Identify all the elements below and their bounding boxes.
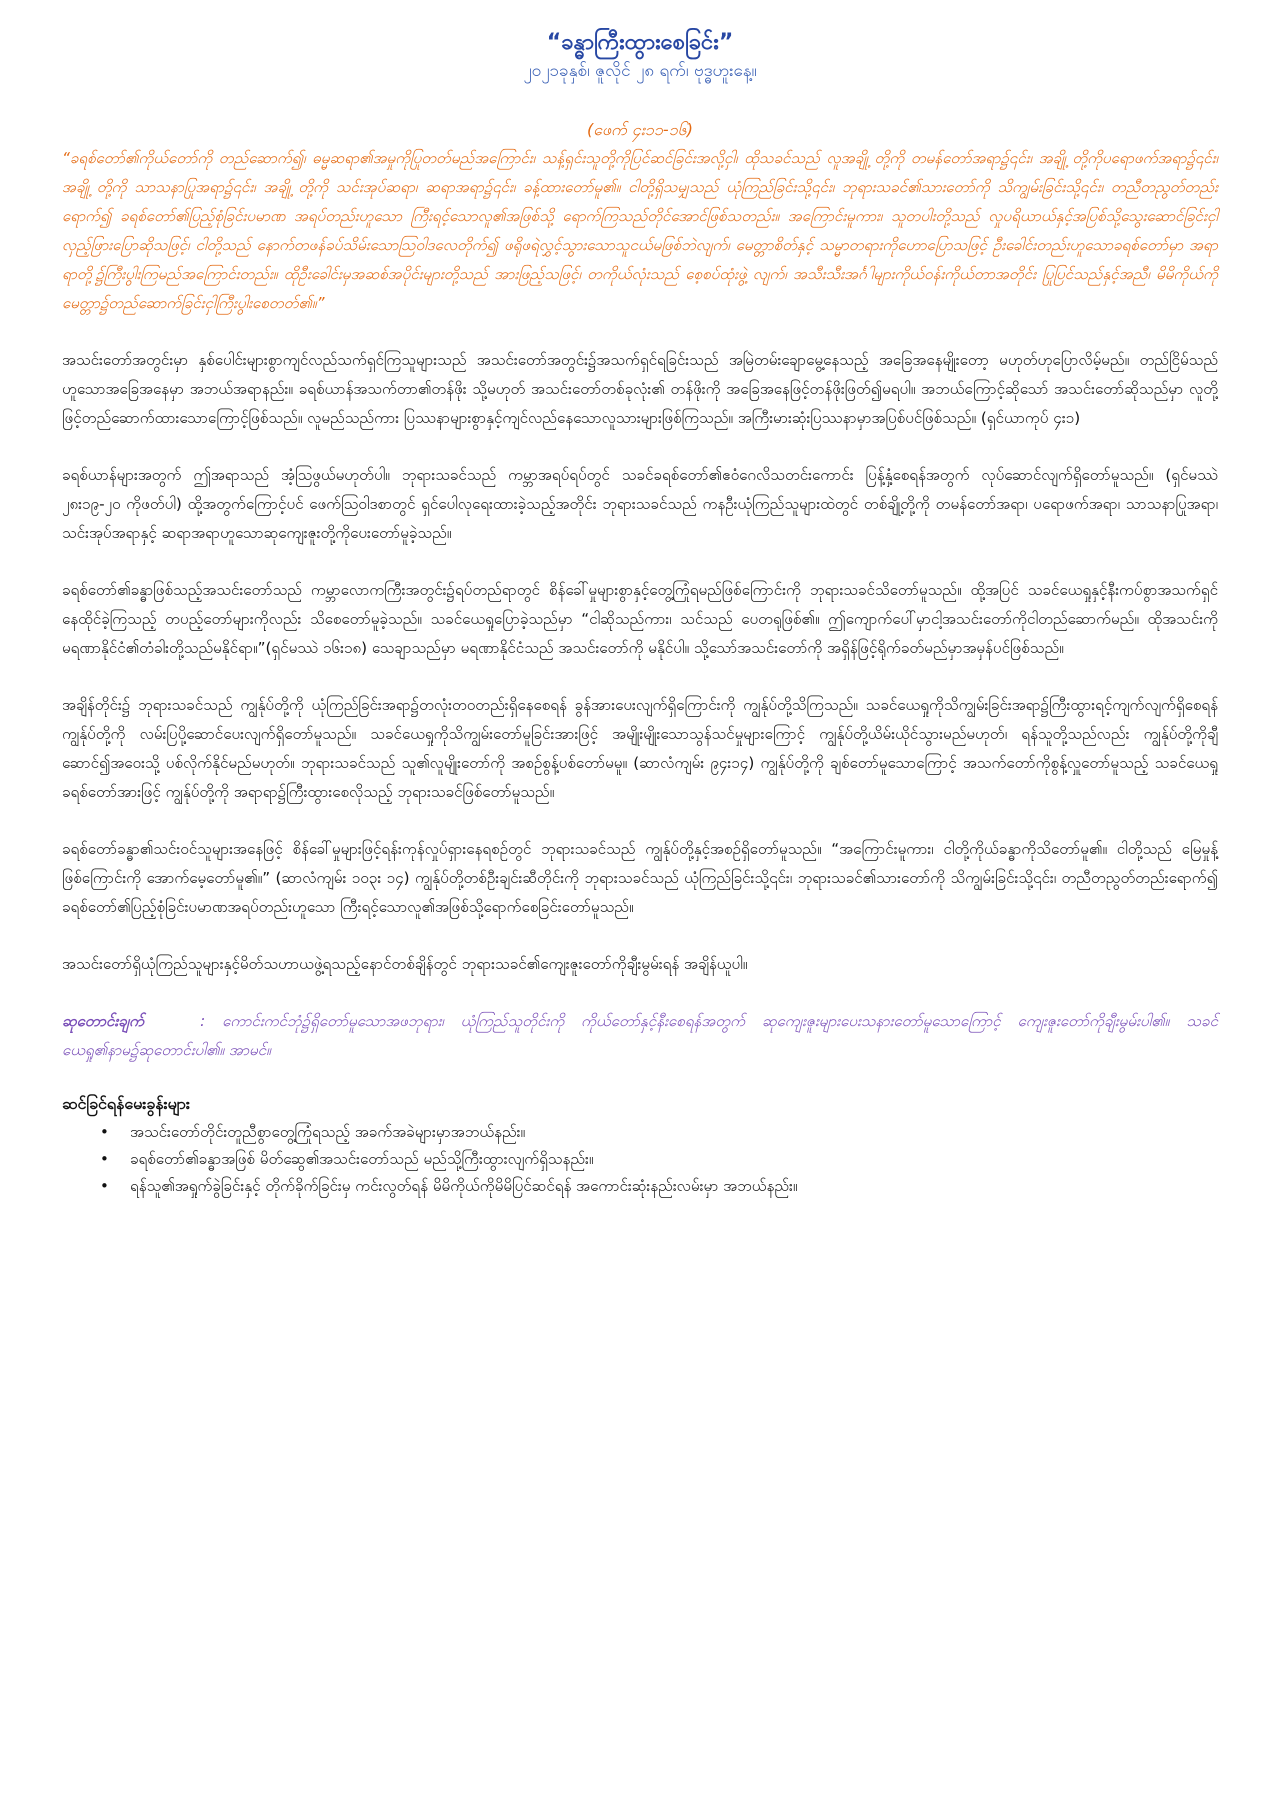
scripture-text: “ခရစ်တော်၏ကိုယ်တော်ကို တည်ဆောက်၍၊ ဓမ္မဆရာ၏အမှုကိုပြုတတ်မည်အကြောင်း၊ သန့်ရှင်းသူတို့ကိုပြင်ဆင်ခြင်းအလို့ငှါ၊ ထိုသခင်သည် လူအချို့ တို့ကို တမန်တော်အရာ၌၎င်း၊ အချို့ တို့ကိုပရောဖက်အရာ၌၎င်း၊ အချို့ တို့ကို သာသနာပြုအရာ၌၎င်း၊ အချို့ တို့ကို သင်းအုပ်ဆရာ၊ ဆရာအရာ၌၎င်း၊ ခန့်ထားတော်မူ၏။ ငါတို့ရှိသမျှသည် ယုံကြည်ခြင်းသို့၎င်း၊ ဘုရားသခင်၏သားတော်ကို သိကျွမ်းခြင်းသို့၎င်း၊ တညီတညွတ်တည်းရောက်၍ ခရစ်တော်၏ပြည့်စုံခြင်းပမာဏ အရပ်တည်းဟူသော ကြီးရင့်သောလူ၏အဖြစ်သို့ ရောက်ကြသည်တိုင်အောင်ဖြစ်သတည်း။ အကြောင်းမူကား၊ သူတပါးတို့သည် လှုပရိယာယ်နှင့်အပြစ်သို့သွေးဆောင်ခြင်းငှါ လှည့်ဖြားပြောဆိုသဖြင့်၊ ငါတို့သည် နောက်တဖန်ခပ်သိမ်းသောဩဝါဒလေတိုက်၍ ဖရိုဖရဲလွှင့်သွားသောသူငယ်မဖြစ်ဘဲလျက်၊ မေတ္တာစိတ်နှင့် သမ္မာတရားကိုဟောပြောသဖြင့် ဦးခေါင်းတည်းဟူသောခရစ်တော်မှာ အရာရာတို့၌ကြီးပွါးကြမည်အကြောင်းတည်း။ ထိုဦးခေါင်းမှအဆစ်အပိုင်းများတို့သည် အားဖြည့်သဖြင့်၊ တကိုယ်လုံးသည် စေ့စပ်ထုံးဖွဲ့ လျက်၊ အသီးသီးအင်္ဂါများကိုယ်ဝန်းကိုယ်တာအတိုင်း ပြုပြင်သည်နှင့်အညီ၊ မိမိကိုယ်ကိုမေတ္တာ၌တည်ဆောက်ခြင်းငှါကြီးပွါးစေတတ်၏။” bbox=[62, 149, 1218, 312]
prayer-separator: : bbox=[200, 1012, 206, 1030]
prayer-text: ကောင်းကင်ဘုံ၌ရှိတော်မူသောအဖဘုရား၊ ယုံကြည်သူတိုင်းကို ကိုယ်တော်နှင့်နီးစေရန်အတွက် ဆုကျေးဇူးများပေးသနားတော်မူသောကြောင့် ကျေးဇူးတော်ကိုချီးမွမ်းပါ၏။ သခင်ယေရှု၏နာမ၌ဆုတောင်းပါ၏။ အာမင်။ bbox=[62, 1012, 1218, 1059]
page-date: ၂၀၂၁ခုနှစ်၊ ဇူလိုင် ၂၈ ရက်၊ ဗုဒ္ဓဟူးနေ့။ bbox=[523, 61, 757, 81]
question-item bbox=[100, 1173, 1218, 1200]
question-item bbox=[100, 1119, 1218, 1146]
body-paragraph-5: ခရစ်တော်ခန္ဓာ၏သင်းဝင်သူများအနေဖြင့် စိန်ခေါ်မှုများဖြင့်ရန်းကုန်လှုပ်ရှားနေရစဉ်တွင် ဘုရားသခင်သည် ကျွန်ုပ်တို့နှင့်အစဉ်ရှိတော်မူသည်။ “အကြောင်းမူကား၊ ငါတို့ကိုယ်ခန္ဓာကိုသိတော်မူ၏။ ငါတို့သည် မြေမှုန့်ဖြစ်ကြောင်းကို အောက်မေ့တော်မူ၏။” (ဆာလံကျမ်း ၁၀၃း ၁၄) ကျွန်ုပ်တို့တစ်ဦးချင်းဆီတိုင်းကို ဘုရားသခင်သည် ယုံကြည်ခြင်းသို့၎င်း၊ ဘုရားသခင်၏သားတော်ကို သိကျွမ်းခြင်းသို့၎င်း၊ တညီတညွတ်တည်းရောက်၍ ခရစ်တော်၏ပြည့်စုံခြင်းပမာဏအရပ်တည်းဟူသော ကြီးရင့်သောလူ၏အဖြစ်သို့ရောက်စေခြင်းတော်မူသည်။ bbox=[62, 840, 1218, 916]
body-paragraph-4: အချိန်တိုင်း၌ ဘုရားသခင်သည် ကျွန်ုပ်တို့ကို ယုံကြည်ခြင်းအရာ၌တလုံးတဝတည်းရှိနေစေရန် ခွန်အားပေးလျက်ရှိကြောင်းကို ကျွန်ုပ်တို့သိကြသည်။ သခင်ယေရှုကိုသိကျွမ်းခြင်းအရာ၌ကြီးထွားရင့်ကျက်လျက်ရှိစေရန် ကျွန်ုပ်တို့ကို လမ်းပြပို့ဆောင်ပေးလျက်ရှိတော်မူသည်။ သခင်ယေရှုကိုသိကျွမ်းတော်မူခြင်းအားဖြင့် အမျိုးမျိုးသောသွန်သင်မှုများကြောင့် ကျွန်ုပ်တို့ယိမ်းယိုင်သွားမည်မဟုတ်၊ ရန်သူတို့သည်လည်း ကျွန်ုပ်တို့ကိုချီဆောင်၍အဝေးသို့ ပစ်လိုက်နိုင်မည်မဟုတ်။ ဘုရားသခင်သည် သူ၏လူမျိုးတော်ကို အစဉ်စွန့်ပစ်တော်မမူ။ (ဆာလံကျမ်း ၉၄း၁၄) ကျွန်ုပ်တို့ကို ချစ်တော်မူသောကြောင့် အသက်တော်ကိုစွန့်လှူတော်မူသည့် သခင်ယေရှုခရစ်တော်အားဖြင့် ကျွန်ုပ်တို့ကို အရာရာ၌ကြီးထွားစေလိုသည့် ဘုရားသခင်ဖြစ်တော်မူသည်။ bbox=[62, 696, 1218, 801]
prayer-block bbox=[62, 1007, 1218, 1065]
questions-heading: ဆင်ခြင်ရန်မေးခွန်းများ bbox=[62, 1094, 190, 1113]
bullet-icon: • bbox=[100, 1123, 109, 1141]
prayer-label: ဆုတောင်းချက် bbox=[62, 1012, 145, 1030]
body-paragraph-1: အသင်းတော်အတွင်းမှာ နှစ်ပေါင်းများစွာကျင်လည်သက်ရှင်ကြသူများသည် အသင်းတော်အတွင်း၌အသက်ရှင်ရခြင်းသည် အမြဲတမ်းချောမွေ့နေသည့် အခြေအနေမျိုးတော့ မဟုတ်ဟုပြောလိမ့်မည်။ တည်ငြိမ်သည်ဟူသောအခြေအနေမှာ အဘယ်အရာနည်း။ ခရစ်ယာန်အသက်တာ၏တန်ဖိုး သို့မဟုတ် အသင်းတော်တစ်ခုလုံး၏ တန်ဖိုးကို အခြေအနေဖြင့်တန်ဖိုးဖြတ်၍မရပါ။ အဘယ်ကြောင့်ဆိုသော် အသင်းတော်ဆိုသည်မှာ လူတို့ဖြင့်တည်ဆောက်ထားသောကြောင့်ဖြစ်သည်။ လူမည်သည်ကား ပြဿနာများစွာနှင့်ကျင်လည်နေသောလူသားများဖြစ်ကြသည်။ အကြီးမားဆုံးပြဿနာမှာအပြစ်ပင်ဖြစ်သည်။ (ရှင်ယာကုပ် ၄း၁) bbox=[62, 351, 1218, 427]
body-paragraph-2: ခရစ်ယာန်များအတွက် ဤအရာသည် အံ့သြဖွယ်မဟုတ်ပါ။ ဘုရားသခင်သည် ကမ္ဘာအရပ်ရပ်တွင် သခင်ခရစ်တော်၏ဧဝံဂေလိသတင်းကောင်း ပြန့်နှံ့စေရန်အတွက် လုပ်ဆောင်လျက်ရှိတော်မူသည်။ (ရှင်မဿဲ ၂၈း၁၉-၂၀ ကိုဖတ်ပါ) ထို့အတွက်ကြောင့်ပင် ဖေက်ဩဝါဒစာတွင် ရှင်ပေါလုရေးထားခဲ့သည့်အတိုင်း ဘုရားသခင်သည် ကနဦးယုံကြည်သူများထဲတွင် တစ်ချို့တို့ကို တမန်တော်အရာ၊ ပရောဖက်အရာ၊ သာသနာပြုအရာ၊ သင်းအုပ်အရာနှင့် ဆရာအရာဟူသောဆုကျေးဇူးတို့ကိုပေးတော်မူခဲ့သည်။ bbox=[62, 466, 1218, 542]
body-paragraph-3: ခရစ်တော်၏ခန္ဓာဖြစ်သည့်အသင်းတော်သည် ကမ္ဘာလောကကြီးအတွင်း၌ရပ်တည်ရာတွင် စိန်ခေါ်မှုများစွာနှင့်တွေ့ကြုံရမည်ဖြစ်ကြောင်းကို ဘုရားသခင်သိတော်မူသည်။ ထို့အပြင် သခင်ယေရှုနှင့်နီးကပ်စွာအသက်ရှင်နေထိုင်ခဲ့ကြသည့် တပည့်တော်များကိုလည်း သိစေတော်မူခဲ့သည်။ သခင်ယေရှုပြောခဲ့သည်မှာ “ငါဆိုသည်ကား၊ သင်သည် ပေတရုဖြစ်၏။ ဤကျောက်ပေါ်မှာငါ့အသင်းတော်ကိုငါတည်ဆောက်မည်။ ထိုအသင်းကိုမရဏာနိုင်ငံ၏တံခါးတို့သည်မနိုင်ရာ။”(ရှင်မဿဲ ၁၆း၁၈) သေချာသည်မှာ မရဏာနိုင်ငံသည် အသင်းတော်ကို မနိုင်ပါ။ သို့သော်အသင်းတော်ကို အရှိန်ဖြင့်ရိုက်ခတ်မည်မှာအမှန်ပင်ဖြစ်သည်။ bbox=[62, 581, 1218, 657]
body-paragraph-6: အသင်းတော်ရှိယုံကြည်သူများနှင့်မိတ်သဟာယဖွဲ့ရသည့်နောင်တစ်ချိန်တွင် ဘုရားသခင်၏ကျေးဇူးတော်ကိုချီးမွမ်းရန် အချိန်ယူပါ။ bbox=[62, 955, 748, 973]
bullet-icon: • bbox=[100, 1150, 109, 1168]
question-text: အသင်းတော်တိုင်းတူညီစွာတွေ့ကြုံရသည့် အခက်အခဲများမှာအဘယ်နည်း။ bbox=[130, 1123, 526, 1141]
question-text: ရန်သူ၏အရှုက်ခွဲခြင်းနှင့် တိုက်ခိုက်ခြင်းမှ ကင်းလွတ်ရန် မိမိကိုယ်ကိုမိမိပြင်ဆင်ရန် အကောင်းဆုံးနည်းလမ်းမှာ အဘယ်နည်း။ bbox=[130, 1177, 798, 1195]
question-text: ခရစ်တော်၏ခန္ဓာအဖြစ် မိတ်ဆွေ၏အသင်းတော်သည် မည်သို့ကြီးထွားလျက်ရှိသနည်း။ bbox=[130, 1150, 594, 1168]
question-item bbox=[100, 1146, 1218, 1173]
bullet-icon: • bbox=[100, 1177, 109, 1195]
page-title: “ခန္ဓာကြီးထွားစေခြင်း” bbox=[546, 30, 734, 55]
scripture-reference: (ဖေက် ၄း၁၁-၁၆) bbox=[587, 120, 693, 139]
questions-list bbox=[62, 1119, 1218, 1200]
